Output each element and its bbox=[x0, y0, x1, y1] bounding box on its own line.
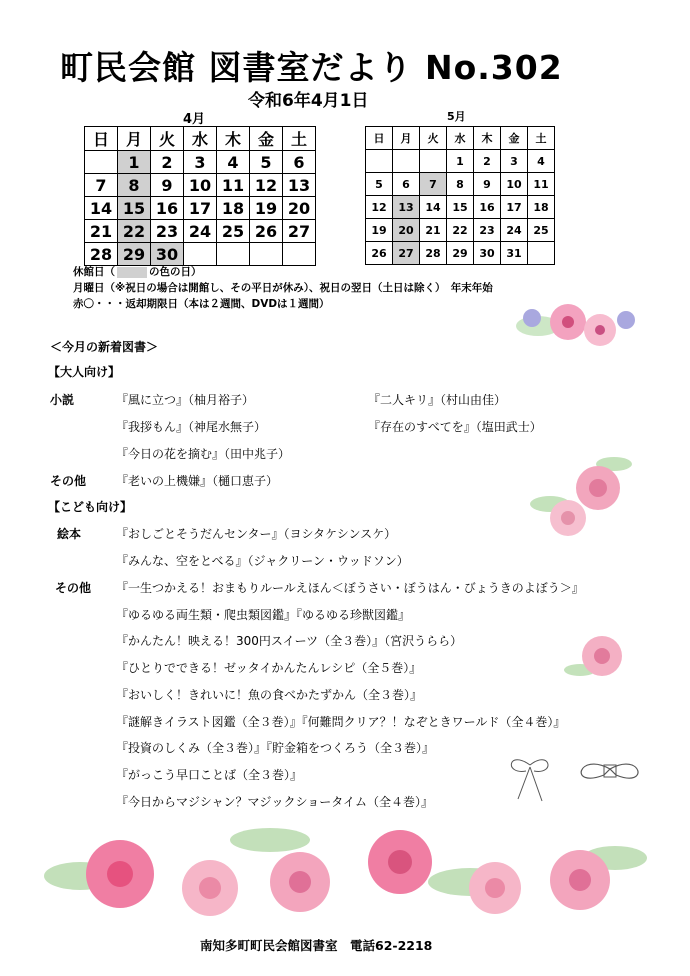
rose-decoration-icon bbox=[528, 448, 638, 544]
weekday-header: 土 bbox=[528, 127, 555, 150]
rose-small-icon bbox=[562, 632, 636, 686]
calendar-day: 8 bbox=[118, 174, 151, 197]
calendar-day: 12 bbox=[366, 196, 393, 219]
picture-book: 『おしごとそうだんセンター』（ヨシタケシンスケ） bbox=[116, 527, 397, 541]
closed-color-swatch bbox=[117, 267, 147, 278]
picture-book: 『みんな、空をとべる』（ジャクリーン・ウッドソン） bbox=[116, 554, 409, 568]
kids-other-book: 『今日からマジシャン？マジックショータイム（全４巻）』 bbox=[116, 794, 433, 809]
calendar-day: 5 bbox=[366, 173, 393, 196]
calendar-day: 8 bbox=[447, 173, 474, 196]
flower-decoration-icon bbox=[508, 296, 648, 358]
footer-contact: 南知多町町民会館図書室 電話62-2218 bbox=[200, 938, 433, 953]
april-label: 4月 bbox=[183, 112, 206, 127]
calendar-day: 14 bbox=[85, 197, 118, 220]
calendar-empty-cell bbox=[420, 150, 447, 173]
calendar-day: 7 bbox=[85, 174, 118, 197]
calendar-day: 22 bbox=[118, 220, 151, 243]
novel-book: 『存在のすべてを』（塩田武士） bbox=[368, 420, 542, 434]
kids-other-book: 『かんたん！映える！300円スイーツ（全３巻）』（宮沢うらら） bbox=[116, 634, 463, 649]
calendar-day: 26 bbox=[250, 220, 283, 243]
kids-other-book: 『ゆるゆる両生類・爬虫類図鑑』『ゆるゆる珍獣図鑑』 bbox=[116, 607, 411, 622]
april-calendar bbox=[84, 126, 316, 266]
picture-book-label: 絵本 bbox=[57, 527, 82, 541]
closed-legend-prefix: 休館日（ bbox=[73, 266, 115, 278]
novel-book: 『今日の花を摘む』（田中兆子） bbox=[116, 447, 291, 461]
kids-other-book: 『投資のしくみ（全３巻）』『貯金箱をつくろう（全３巻）』 bbox=[116, 741, 435, 756]
adult-heading: 【大人向け】 bbox=[48, 365, 121, 379]
calendar-day: 2 bbox=[474, 150, 501, 173]
weekday-header: 火 bbox=[420, 127, 447, 150]
weekday-header: 木 bbox=[474, 127, 501, 150]
calendar-day: 13 bbox=[393, 196, 420, 219]
kids-other-book: 『一生つかえる！おまもりルールえほん＜ぼうさい・ぼうはん・びょうきのよぼう＞』 bbox=[116, 581, 584, 595]
adult-other-label: その他 bbox=[50, 474, 87, 488]
novel-book: 『我拶もん』（神尾水無子） bbox=[116, 420, 267, 434]
calendar-day: 14 bbox=[420, 196, 447, 219]
calendar-day: 13 bbox=[283, 174, 316, 197]
calendar-day: 27 bbox=[283, 220, 316, 243]
calendar-day: 6 bbox=[393, 173, 420, 196]
closed-rule: 月曜日（※祝日の場合は開館し、その平日が休み）、祝日の翌日（土日は除く） 年末年始 bbox=[73, 282, 493, 294]
calendar-empty-cell bbox=[393, 150, 420, 173]
calendar-day: 22 bbox=[447, 219, 474, 242]
novel-book: 『風に立つ』（柚月裕子） bbox=[116, 393, 255, 407]
novel-book: 『二人キリ』（村山由佳） bbox=[368, 393, 507, 407]
kids-other-book: 『がっこう早口ことば（全３巻）』 bbox=[116, 767, 303, 782]
ribbon-bow-icon bbox=[500, 745, 648, 805]
calendar-day: 28 bbox=[420, 242, 447, 265]
calendar-day: 1 bbox=[118, 151, 151, 174]
calendar-day: 3 bbox=[184, 151, 217, 174]
calendar-day: 30 bbox=[474, 242, 501, 265]
calendar-day: 24 bbox=[501, 219, 528, 242]
may-label: 5月 bbox=[447, 110, 466, 123]
calendar-empty-cell bbox=[184, 243, 217, 266]
calendar-day: 9 bbox=[474, 173, 501, 196]
page-title: 町民会館 図書室だより No.302 bbox=[60, 48, 563, 87]
calendar-empty-cell bbox=[250, 243, 283, 266]
calendar-empty-cell bbox=[528, 242, 555, 265]
calendar-day: 21 bbox=[85, 220, 118, 243]
calendar-day: 10 bbox=[184, 174, 217, 197]
weekday-header: 月 bbox=[118, 127, 151, 151]
calendar-day: 3 bbox=[501, 150, 528, 173]
weekday-header: 日 bbox=[85, 127, 118, 151]
weekday-header: 金 bbox=[501, 127, 528, 150]
calendar-day: 18 bbox=[217, 197, 250, 220]
kids-other-book: 『謎解きイラスト図鑑（全３巻）』『何難問クリア？！なぞときワールド（全４巻）』 bbox=[116, 714, 566, 729]
calendar-day: 4 bbox=[528, 150, 555, 173]
weekday-header: 火 bbox=[151, 127, 184, 151]
weekday-header: 木 bbox=[217, 127, 250, 151]
calendar-day: 23 bbox=[151, 220, 184, 243]
kids-heading: 【こども向け】 bbox=[48, 500, 133, 514]
calendar-day: 25 bbox=[528, 219, 555, 242]
calendar-empty-cell bbox=[85, 151, 118, 174]
calendar-day: 11 bbox=[217, 174, 250, 197]
calendar-day: 25 bbox=[217, 220, 250, 243]
kids-other-book: 『ひとりでできる！ゼッタイかんたんレシピ（全５巻）』 bbox=[116, 661, 422, 676]
closed-legend bbox=[73, 264, 202, 279]
calendar-day: 9 bbox=[151, 174, 184, 197]
calendar-day: 18 bbox=[528, 196, 555, 219]
calendar-day: 19 bbox=[366, 219, 393, 242]
calendar-day: 19 bbox=[250, 197, 283, 220]
flower-border-icon bbox=[40, 810, 650, 932]
calendar-day: 1 bbox=[447, 150, 474, 173]
calendar-day: 10 bbox=[501, 173, 528, 196]
calendar-day: 26 bbox=[366, 242, 393, 265]
calendar-day: 31 bbox=[501, 242, 528, 265]
calendar-day: 29 bbox=[118, 243, 151, 266]
calendar-empty-cell bbox=[283, 243, 316, 266]
calendar-day: 27 bbox=[393, 242, 420, 265]
new-books-heading: ＜今月の新着図書＞ bbox=[50, 340, 159, 354]
calendar-day: 15 bbox=[447, 196, 474, 219]
adult-other-book: 『老いの上機嫌』（樋口恵子） bbox=[116, 474, 279, 488]
calendar-day: 28 bbox=[85, 243, 118, 266]
weekday-header: 水 bbox=[447, 127, 474, 150]
weekday-header: 日 bbox=[366, 127, 393, 150]
calendar-day: 4 bbox=[217, 151, 250, 174]
calendar-day: 2 bbox=[151, 151, 184, 174]
weekday-header: 水 bbox=[184, 127, 217, 151]
calendar-day: 15 bbox=[118, 197, 151, 220]
calendar-day: 7 bbox=[420, 173, 447, 196]
return-note: 赤〇・・・返却期限日（本は２週間、DVDは１週間） bbox=[73, 298, 330, 310]
novel-label: 小説 bbox=[50, 393, 75, 407]
calendar-day: 11 bbox=[528, 173, 555, 196]
weekday-header: 月 bbox=[393, 127, 420, 150]
calendar-day: 24 bbox=[184, 220, 217, 243]
issue-date: 令和6年4月1日 bbox=[248, 91, 369, 111]
calendar-day: 29 bbox=[447, 242, 474, 265]
weekday-header: 土 bbox=[283, 127, 316, 151]
calendar-day: 5 bbox=[250, 151, 283, 174]
calendar-day: 16 bbox=[474, 196, 501, 219]
weekday-header: 金 bbox=[250, 127, 283, 151]
calendar-day: 30 bbox=[151, 243, 184, 266]
kids-other-book: 『おいしく！きれいに！魚の食べかたずかん（全３巻）』 bbox=[116, 687, 423, 702]
closed-legend-suffix: の色の日） bbox=[149, 266, 202, 278]
calendar-day: 21 bbox=[420, 219, 447, 242]
calendar-day: 17 bbox=[501, 196, 528, 219]
calendar-day: 12 bbox=[250, 174, 283, 197]
calendar-day: 17 bbox=[184, 197, 217, 220]
calendar-empty-cell bbox=[366, 150, 393, 173]
calendar-day: 6 bbox=[283, 151, 316, 174]
calendar-empty-cell bbox=[217, 243, 250, 266]
may-calendar bbox=[365, 126, 555, 265]
calendar-day: 20 bbox=[283, 197, 316, 220]
calendar-day: 20 bbox=[393, 219, 420, 242]
calendar-day: 23 bbox=[474, 219, 501, 242]
calendar-day: 16 bbox=[151, 197, 184, 220]
kids-other-label: その他 bbox=[55, 581, 92, 595]
